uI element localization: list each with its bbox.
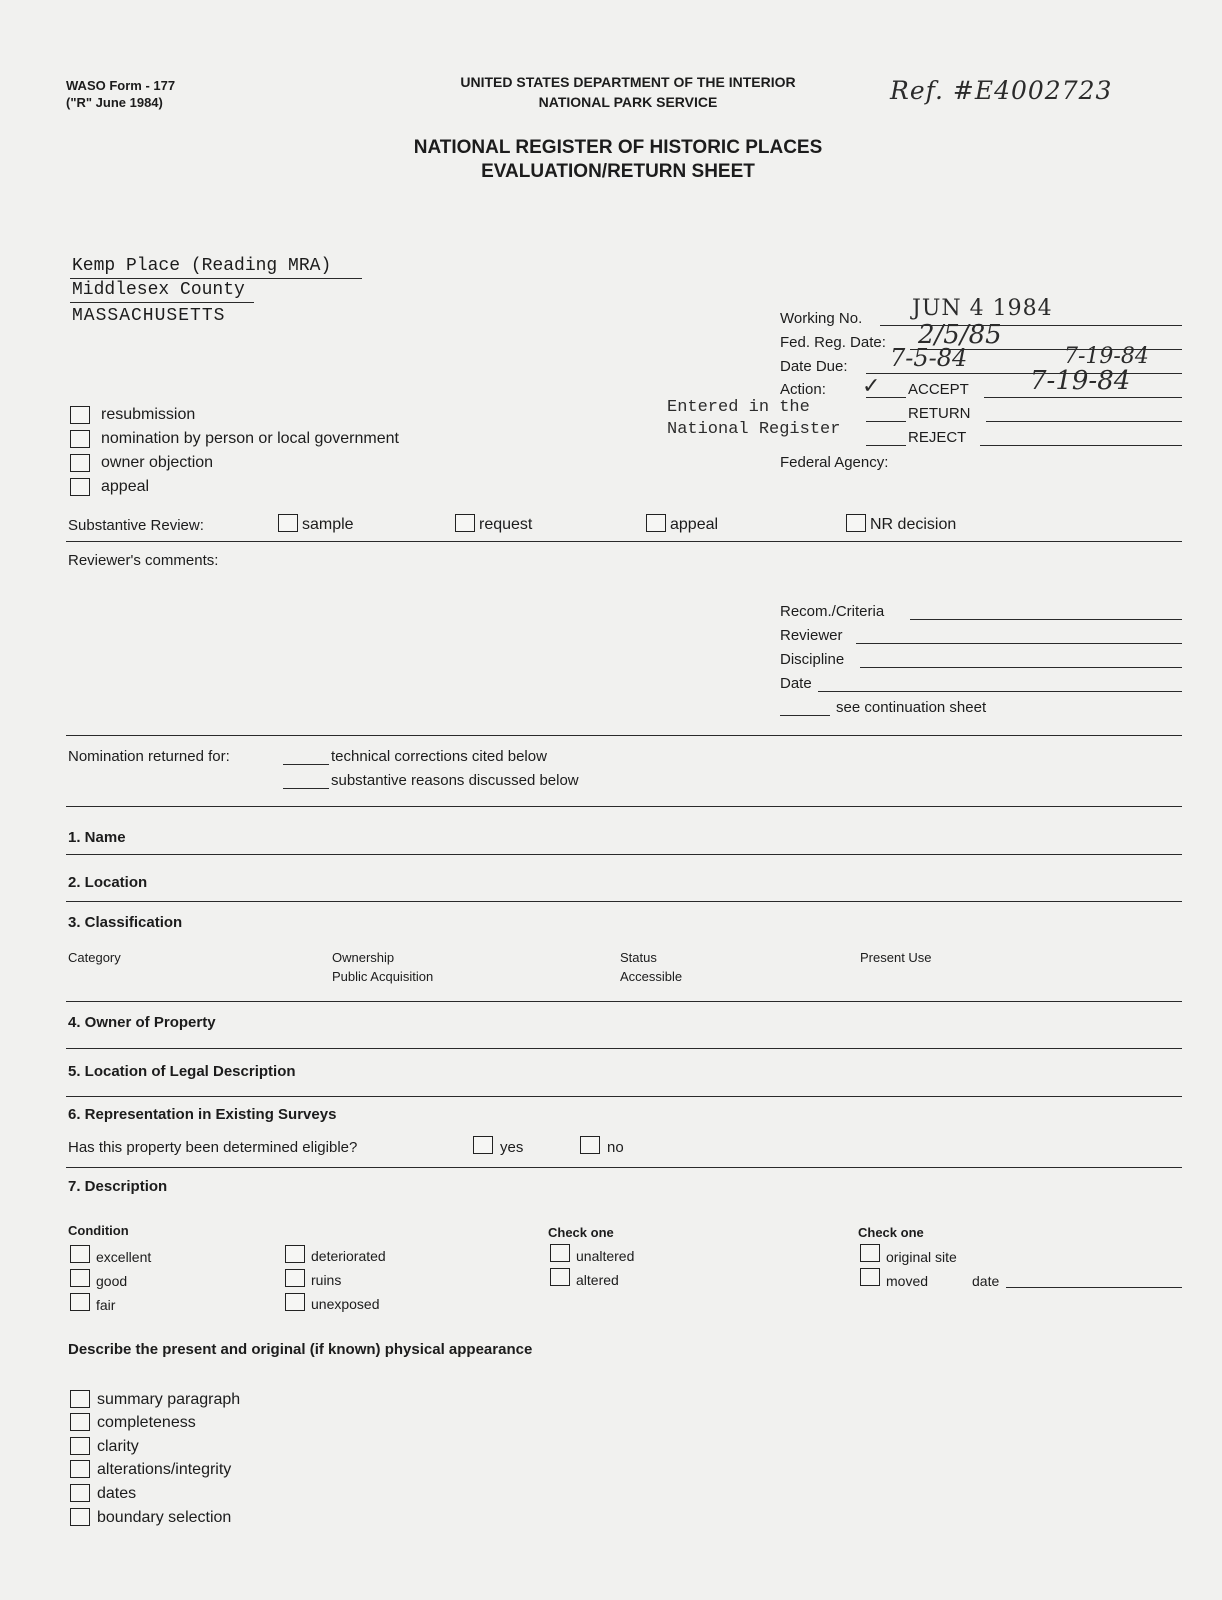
review-date-label: Date <box>780 675 812 692</box>
review-nr-decision-checkbox[interactable] <box>846 514 866 532</box>
date-due-value: 7-5-84 <box>890 344 968 372</box>
review-sample-checkbox[interactable] <box>278 514 298 532</box>
entered-stamp-line2: National Register <box>667 420 841 439</box>
owner-objection-checkbox[interactable] <box>70 454 90 472</box>
section-name-heading: 1. Name <box>68 829 126 846</box>
appeal-label: appeal <box>101 478 150 495</box>
original-site-checkbox[interactable] <box>860 1244 880 1262</box>
dates-label: dates <box>97 1485 137 1502</box>
deteriorated-label: deteriorated <box>311 1248 386 1264</box>
unexposed-label: unexposed <box>311 1296 380 1312</box>
excellent-checkbox[interactable] <box>70 1245 90 1263</box>
condition-label: Condition <box>68 1223 129 1238</box>
public-acquisition-label: Public Acquisition <box>332 969 434 984</box>
form-title: NATIONAL REGISTER OF HISTORIC PLACES <box>413 137 823 158</box>
present-use-label: Present Use <box>860 950 932 965</box>
section-classification-heading: 3. Classification <box>68 914 183 931</box>
resubmission-label: resubmission <box>101 406 196 423</box>
substantive-reasons-label: substantive reasons discussed below <box>331 772 579 789</box>
moved-checkbox[interactable] <box>860 1268 880 1286</box>
department-name: UNITED STATES DEPARTMENT OF THE INTERIOR <box>460 74 796 90</box>
technical-corrections-label: technical corrections cited below <box>331 748 547 765</box>
good-checkbox[interactable] <box>70 1269 90 1287</box>
boundary-selection-checkbox[interactable] <box>70 1508 90 1526</box>
property-name: Kemp Place (Reading MRA) <box>72 256 332 276</box>
eligible-yes-label: yes <box>500 1139 524 1156</box>
nomination-by-person-checkbox[interactable] <box>70 430 90 448</box>
unexposed-checkbox[interactable] <box>285 1293 305 1311</box>
completeness-checkbox[interactable] <box>70 1413 90 1431</box>
section-legal-description-heading: 5. Location of Legal Description <box>68 1063 296 1080</box>
review-request-label: request <box>479 516 533 533</box>
boundary-selection-label: boundary selection <box>97 1509 232 1526</box>
eligible-no-checkbox[interactable] <box>580 1136 600 1154</box>
date-due-label: Date Due: <box>780 358 848 375</box>
reviewers-comments-label: Reviewer's comments: <box>68 552 219 569</box>
return-label: RETURN <box>908 405 971 422</box>
ruins-label: ruins <box>311 1272 342 1288</box>
review-request-checkbox[interactable] <box>455 514 475 532</box>
form-subtitle: EVALUATION/RETURN SHEET <box>481 161 755 182</box>
review-appeal-label: appeal <box>670 516 719 533</box>
unaltered-checkbox[interactable] <box>550 1244 570 1262</box>
recom-criteria-label: Recom./Criteria <box>780 603 885 620</box>
accept-date: 7-19-84 <box>1030 366 1131 396</box>
substantive-review-label: Substantive Review: <box>68 517 204 534</box>
alterations-integrity-checkbox[interactable] <box>70 1460 90 1478</box>
owner-objection-label: owner objection <box>101 454 214 471</box>
ruins-checkbox[interactable] <box>285 1269 305 1287</box>
eligible-yes-checkbox[interactable] <box>473 1136 493 1154</box>
section-surveys-heading: 6. Representation in Existing Surveys <box>68 1106 337 1123</box>
fed-reg-date-value: 2/5/85 <box>918 320 1002 350</box>
site-check-one-label: Check one <box>858 1225 924 1240</box>
excellent-label: excellent <box>96 1249 152 1265</box>
reject-label: REJECT <box>908 429 967 446</box>
summary-paragraph-checkbox[interactable] <box>70 1390 90 1408</box>
completeness-label: completeness <box>97 1414 196 1431</box>
review-appeal-checkbox[interactable] <box>646 514 666 532</box>
eligibility-question: Has this property been determined eligible? <box>68 1139 358 1156</box>
alterations-integrity-label: alterations/integrity <box>97 1461 232 1478</box>
clarity-checkbox[interactable] <box>70 1437 90 1455</box>
form-revision: ("R" June 1984) <box>66 95 163 110</box>
moved-label: moved <box>886 1273 929 1289</box>
form-number: WASO Form - 177 <box>66 78 176 93</box>
discipline-label: Discipline <box>780 651 845 668</box>
eligible-no-label: no <box>607 1139 624 1156</box>
dates-checkbox[interactable] <box>70 1484 90 1502</box>
appeal-checkbox[interactable] <box>70 478 90 496</box>
alteration-check-one-label: Check one <box>548 1225 614 1240</box>
altered-checkbox[interactable] <box>550 1268 570 1286</box>
accept-check-mark: ✓ <box>862 374 881 399</box>
service-name: NATIONAL PARK SERVICE <box>538 94 718 110</box>
action-label: Action: <box>780 381 826 398</box>
accept-label: ACCEPT <box>908 381 969 398</box>
category-label: Category <box>68 950 121 965</box>
ownership-label: Ownership <box>332 950 395 965</box>
nomination-by-person-label: nomination by person or local government <box>101 430 399 447</box>
resubmission-checkbox[interactable] <box>70 406 90 424</box>
property-county: Middlesex County <box>72 280 245 300</box>
reviewer-label: Reviewer <box>780 627 843 644</box>
physical-appearance-label: Describe the present and original (if known) physical appearance <box>68 1341 533 1358</box>
working-no-value: JUN 4 1984 <box>912 296 1053 321</box>
fed-reg-date-label: Fed. Reg. Date: <box>780 334 886 351</box>
section-owner-heading: 4. Owner of Property <box>68 1014 216 1031</box>
section-description-heading: 7. Description <box>68 1178 168 1195</box>
continuation-sheet-label: see continuation sheet <box>836 699 987 716</box>
review-sample-label: sample <box>302 516 354 533</box>
review-nr-decision-label: NR decision <box>870 516 957 533</box>
nomination-returned-label: Nomination returned for: <box>68 748 230 765</box>
original-site-label: original site <box>886 1249 957 1265</box>
section-location-heading: 2. Location <box>68 874 148 891</box>
clarity-label: clarity <box>97 1438 139 1455</box>
unaltered-label: unaltered <box>576 1248 635 1264</box>
good-label: good <box>96 1273 128 1289</box>
accessible-label: Accessible <box>620 969 683 984</box>
entered-stamp-line1: Entered in the <box>667 398 810 417</box>
date-due-value-revised: 7-19-84 <box>1064 344 1149 369</box>
moved-date-label: date <box>972 1273 1000 1289</box>
summary-paragraph-label: summary paragraph <box>97 1391 241 1408</box>
federal-agency-label: Federal Agency: <box>780 454 889 471</box>
altered-label: altered <box>576 1272 619 1288</box>
fair-label: fair <box>96 1297 116 1313</box>
deteriorated-checkbox[interactable] <box>285 1245 305 1263</box>
reference-number: Ref. #E4002723 <box>890 76 1113 105</box>
working-no-label: Working No. <box>780 310 863 327</box>
property-state: MASSACHUSETTS <box>72 306 226 326</box>
status-label: Status <box>620 950 657 965</box>
fair-checkbox[interactable] <box>70 1293 90 1311</box>
